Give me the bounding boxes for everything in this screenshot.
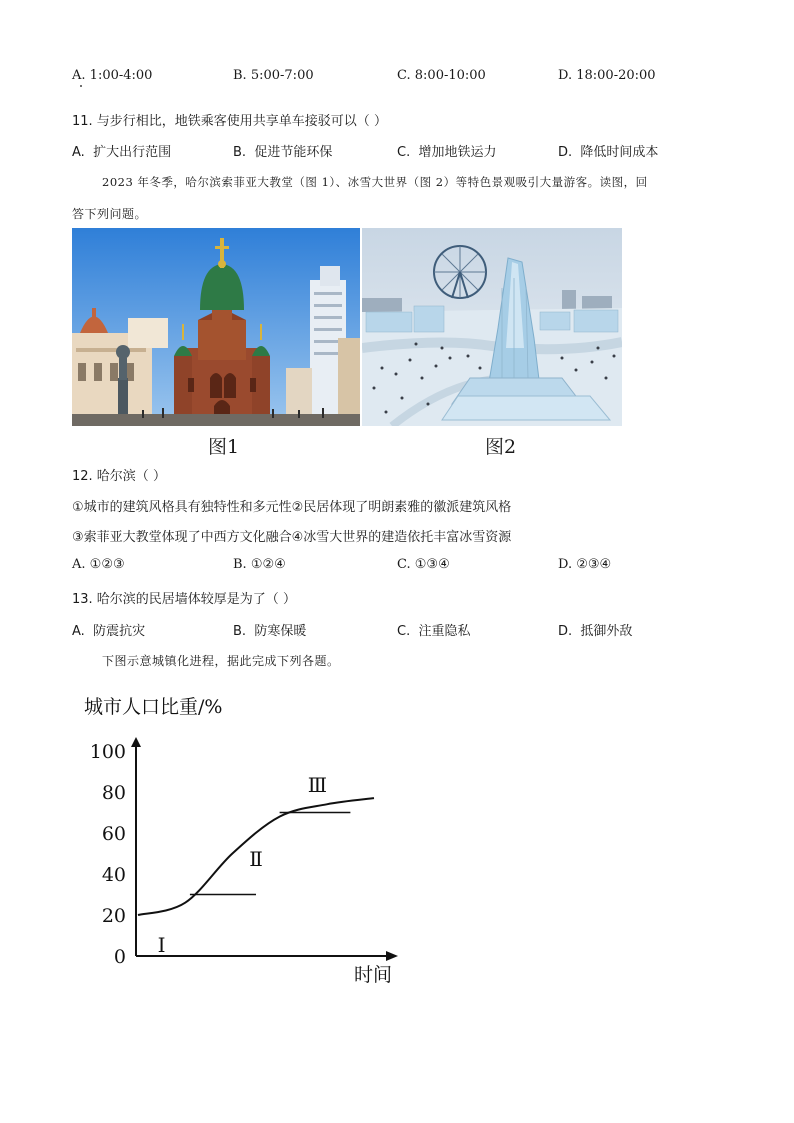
q11-option-a[interactable]: A. 扩大出行范围 <box>72 145 172 160</box>
q10-option-d[interactable]: D. 18:00-20:00 <box>558 68 656 83</box>
intro1-line1: 2023 年冬季，哈尔滨索菲亚大教堂（图 1）、冰雪大世界（图 2）等特色景观吸引大量游客。读图，回 <box>102 175 648 189</box>
x-axis-arrow <box>386 951 398 961</box>
q12-option-c[interactable]: C. ①③④ <box>397 557 450 572</box>
q10-option-c[interactable]: C. 8:00-10:00 <box>397 68 486 83</box>
q12-option-d[interactable]: D. ②③④ <box>558 557 612 572</box>
q10-option-a[interactable]: A. 1:00-4:00 <box>72 68 153 83</box>
x-axis-label: 时间 <box>354 964 393 986</box>
stage-label: Ⅱ <box>249 846 263 871</box>
intro1-line2: 答下列问题。 <box>72 207 148 221</box>
q10-option-b[interactable]: B. 5:00-7:00 <box>233 68 314 83</box>
q11-option-c[interactable]: C. 增加地铁运力 <box>397 145 497 160</box>
y-tick-label: 20 <box>101 905 126 927</box>
figure-1-caption: 图1 <box>208 436 240 458</box>
q12-statements-line1: ①城市的建筑风格具有独特性和多元性②民居体现了明朗素雅的徽派建筑风格 <box>72 500 512 515</box>
q13-option-c[interactable]: C. 注重隐私 <box>397 624 471 639</box>
urbanization-chart <box>70 685 410 995</box>
stray-dot <box>80 85 82 87</box>
q13-stem: 13. 哈尔滨的民居墙体较厚是为了（ ） <box>72 592 296 607</box>
y-tick-label: 40 <box>101 864 126 886</box>
q13-option-b[interactable]: B. 防寒保暖 <box>233 624 307 639</box>
q12-option-b[interactable]: B. ①②④ <box>233 557 286 572</box>
urbanization-chart-svg <box>70 685 410 995</box>
q11-option-b[interactable]: B. 促进节能环保 <box>233 145 333 160</box>
y-tick-label: 80 <box>101 782 126 804</box>
q12-option-a[interactable]: A. ①②③ <box>72 557 125 572</box>
figure-2-caption: 图2 <box>485 436 517 458</box>
intro2-text: 下图示意城镇化进程，据此完成下列各题。 <box>102 654 340 668</box>
figure-1-cathedral-photo <box>72 228 360 426</box>
y-tick-label: 100 <box>89 741 126 763</box>
q11-option-d[interactable]: D. 降低时间成本 <box>558 145 659 160</box>
y-axis-label: 城市人口比重/% <box>84 696 223 718</box>
q13-option-a[interactable]: A. 防震抗灾 <box>72 624 146 639</box>
q11-stem: 11. 与步行相比，地铁乘客使用共享单车接驳可以（ ） <box>72 114 387 129</box>
q12-statements-line2: ③索菲亚大教堂体现了中西方文化融合④冰雪大世界的建造依托丰富冰雪资源 <box>72 530 512 545</box>
q12-stem: 12. 哈尔滨（ ） <box>72 469 166 484</box>
stage-label: Ⅲ <box>307 773 328 797</box>
y-axis-arrow <box>131 737 141 747</box>
stage-label: Ⅰ <box>157 932 166 957</box>
y-tick-label: 0 <box>113 946 126 968</box>
figure-2-ice-world-photo <box>362 228 622 426</box>
q13-option-d[interactable]: D. 抵御外敌 <box>558 624 633 639</box>
y-tick-label: 60 <box>101 823 126 845</box>
